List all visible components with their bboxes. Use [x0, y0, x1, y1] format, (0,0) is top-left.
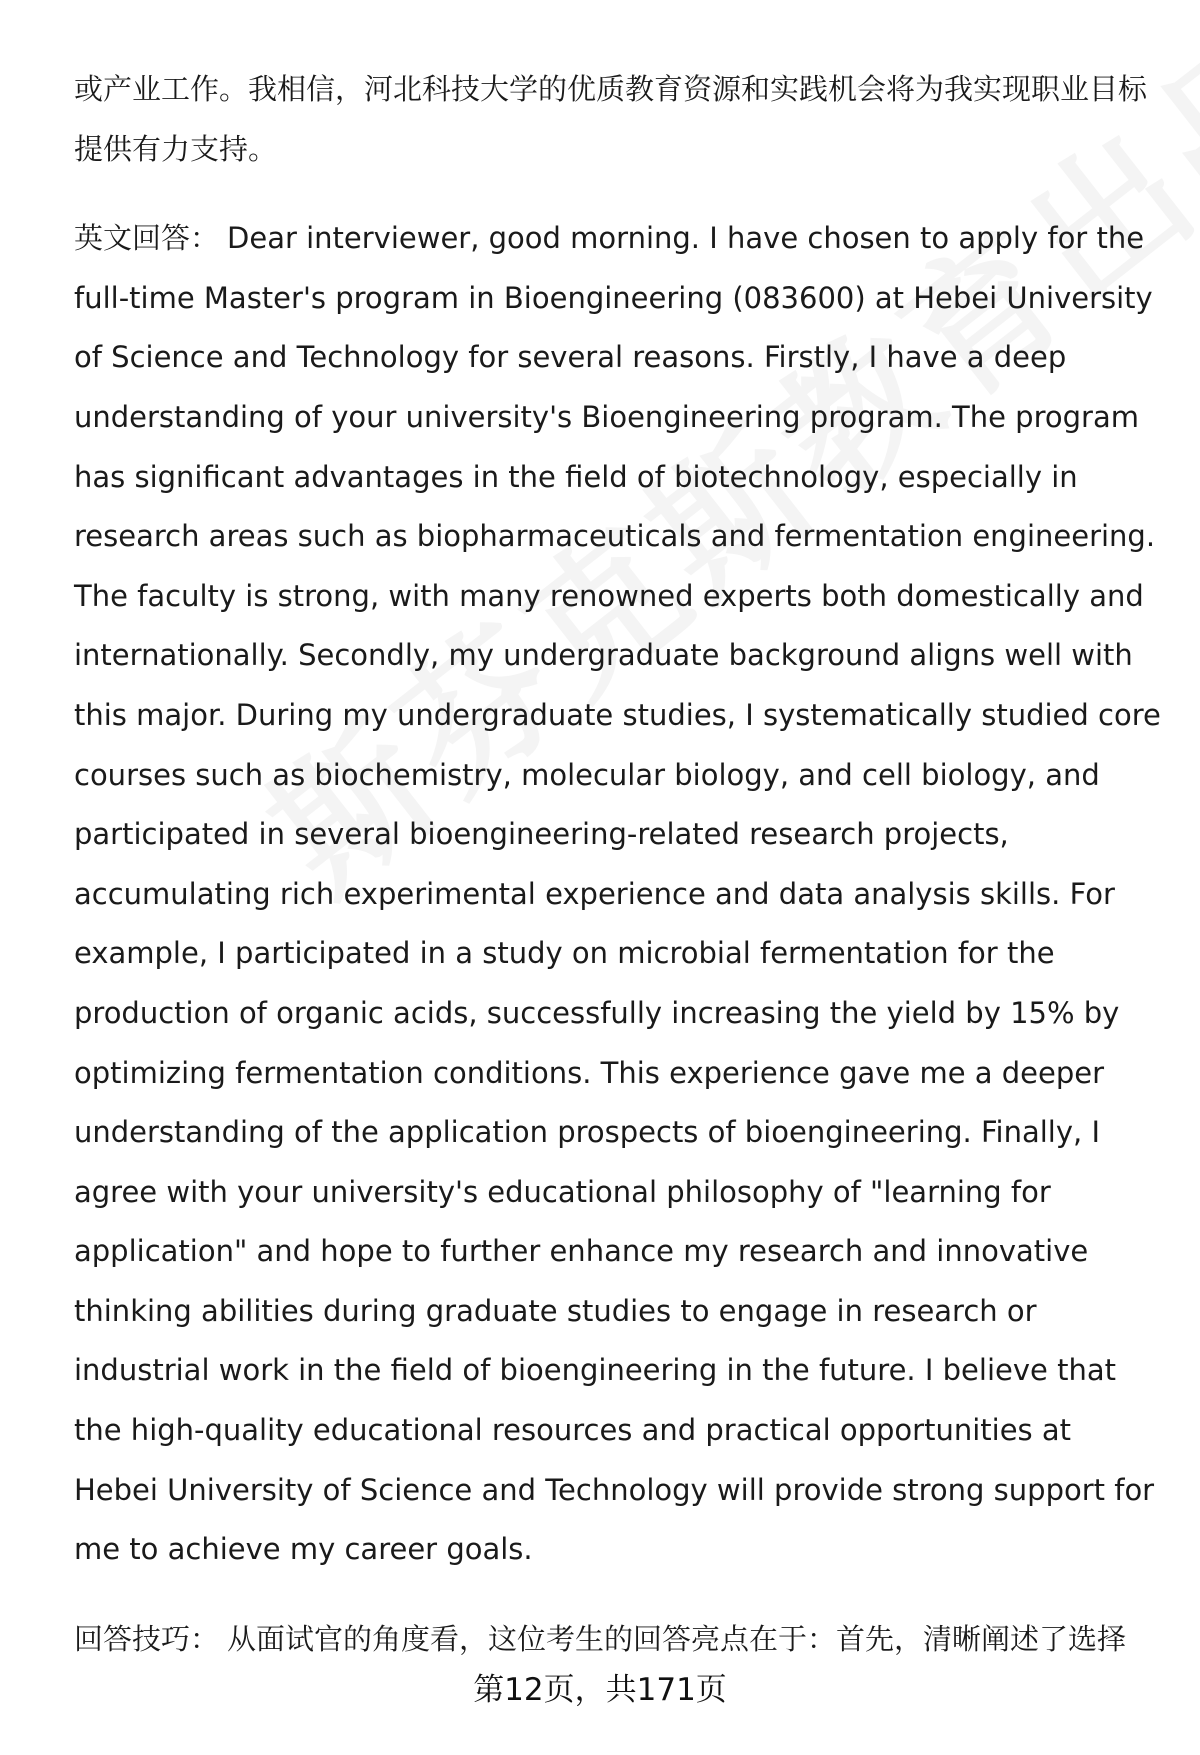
- english-answer-label: 英文回答：: [74, 221, 220, 256]
- english-answer-text: Dear interviewer, good morning. I have chosen to apply for the full-time Master's program in Bioengineering (083600) at Hebei University of Science and Technology for several reasons. Firstly, I have a deep understanding of your university's Bioengineering program. The program has significant advantages in the field of biotechnology, especially in research areas such as biopharmaceuticals and fermentation engineering. The faculty is strong, with many renowned experts both domestically and internationally. Secondly, my undergraduate background aligns well with this major. During my undergraduate studies, I systematically studied core courses such as biochemistry, molecular biology, and cell biology, and participated in several bioengineering-related research projects, accumulating rich experimental experience and data analysis skills. For example, I participated in a study on microbial fermentation for the production of organic acids, successfully increasing the yield by 15% by optimizing fermentation conditions. This experience gave me a deeper understanding of the application prospects of bioengineering. Finally, I agree with your university's educational philosophy of "learning for application" and hope to further enhance my research and innovative thinking abilities during graduate studies to engage in research or industrial work in the field of bioengineering in the future. I believe that the high-quality educational resources and practical opportunities at Hebei University of Science and Technology will provide strong support for me to achieve my career goals.: [74, 221, 1161, 1567]
- tips-label: 回答技巧：: [74, 1621, 220, 1656]
- continuation-paragraph: 或产业工作。我相信，河北科技大学的优质教育资源和实践机会将为我实现职业目标提供有力支持。: [74, 72, 1148, 166]
- page-number: 第12页，共171页: [473, 1672, 727, 1708]
- english-answer-paragraph: [74, 209, 1164, 1580]
- tips-text: 从面试官的角度看，这位考生的回答亮点在于：首先，清晰阐述了选择: [227, 1621, 1127, 1656]
- page-content: [74, 60, 1164, 1699]
